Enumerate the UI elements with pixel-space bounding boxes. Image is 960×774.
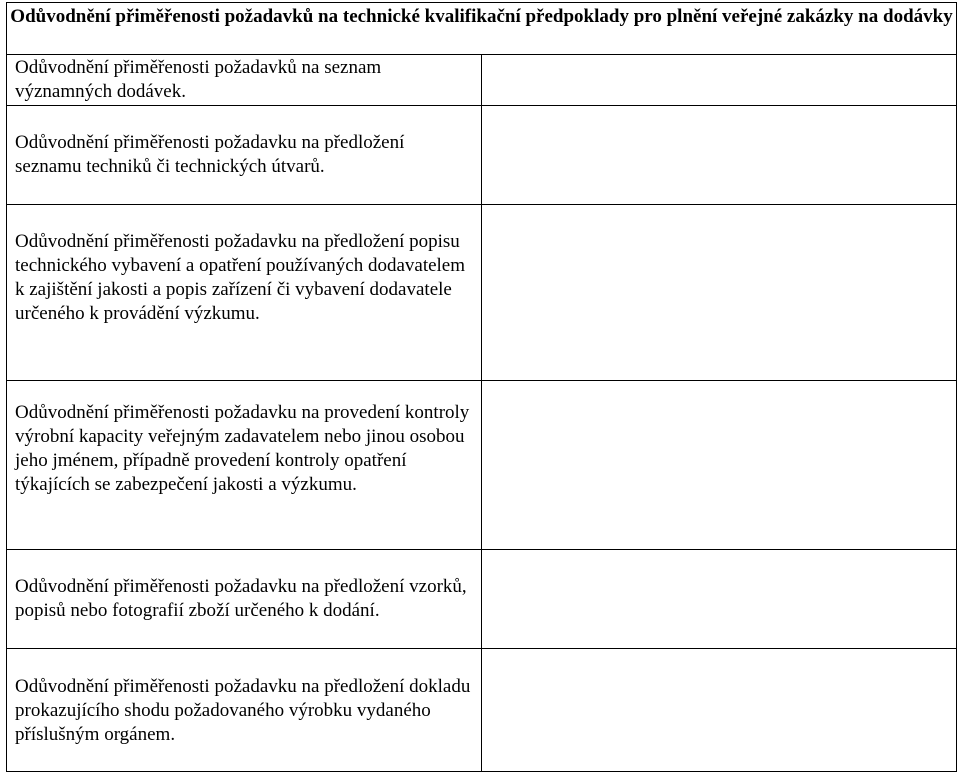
row-label-production-capacity-check <box>7 380 482 550</box>
row-label-text: Odůvodnění přiměřenosti požadavku na předložení dokladu prokazujícího shodu požadovaného výrobku vydaného příslušným orgánem. <box>15 676 471 746</box>
table-title-row <box>7 3 957 55</box>
justification-table <box>6 2 957 772</box>
table-row-technical-equipment <box>7 205 957 381</box>
table-row-conformity-document <box>7 649 957 772</box>
table-title-text: Odůvodnění přiměřenosti požadavků na technické kvalifikační předpoklady pro plnění veřejné zakázky na dodávky <box>10 6 953 27</box>
row-value-conformity-document <box>482 649 957 772</box>
row-value-technical-equipment <box>482 205 957 381</box>
table-row-significant-deliveries <box>7 55 957 106</box>
row-value-significant-deliveries <box>482 55 957 106</box>
row-value-samples <box>482 550 957 649</box>
row-label-technicians <box>7 106 482 205</box>
table-row-samples <box>7 550 957 649</box>
row-label-samples <box>7 550 482 649</box>
row-value-production-capacity-check <box>482 380 957 550</box>
row-label-conformity-document <box>7 649 482 772</box>
row-label-text: Odůvodnění přiměřenosti požadavku na provedení kontroly výrobní kapacity veřejným zadavatelem nebo jinou osobou jeho jménem, případně provedení kontroly opatření týkajících se zabezpečení jakosti a výzkumu. <box>15 401 470 495</box>
row-label-text: Odůvodnění přiměřenosti požadavků na seznam významných dodávek. <box>15 57 382 103</box>
row-label-text: Odůvodnění přiměřenosti požadavku na předložení vzorků, popisů nebo fotografií zboží určeného k dodání. <box>15 576 467 622</box>
row-label-technical-equipment <box>7 205 482 381</box>
row-label-significant-deliveries <box>7 55 482 106</box>
table-row-technicians <box>7 106 957 205</box>
row-value-technicians <box>482 106 957 205</box>
row-label-text: Odůvodnění přiměřenosti požadavku na předložení seznamu techniků či technických útvarů. <box>15 132 405 178</box>
table-title <box>7 3 957 55</box>
row-label-text: Odůvodnění přiměřenosti požadavku na předložení popisu technického vybavení a opatření používaných dodavatelem k zajištění jakosti a popis zařízení či vybavení dodavatele určeného k provádění výzkumu. <box>15 231 466 325</box>
table-row-production-capacity-check <box>7 380 957 550</box>
